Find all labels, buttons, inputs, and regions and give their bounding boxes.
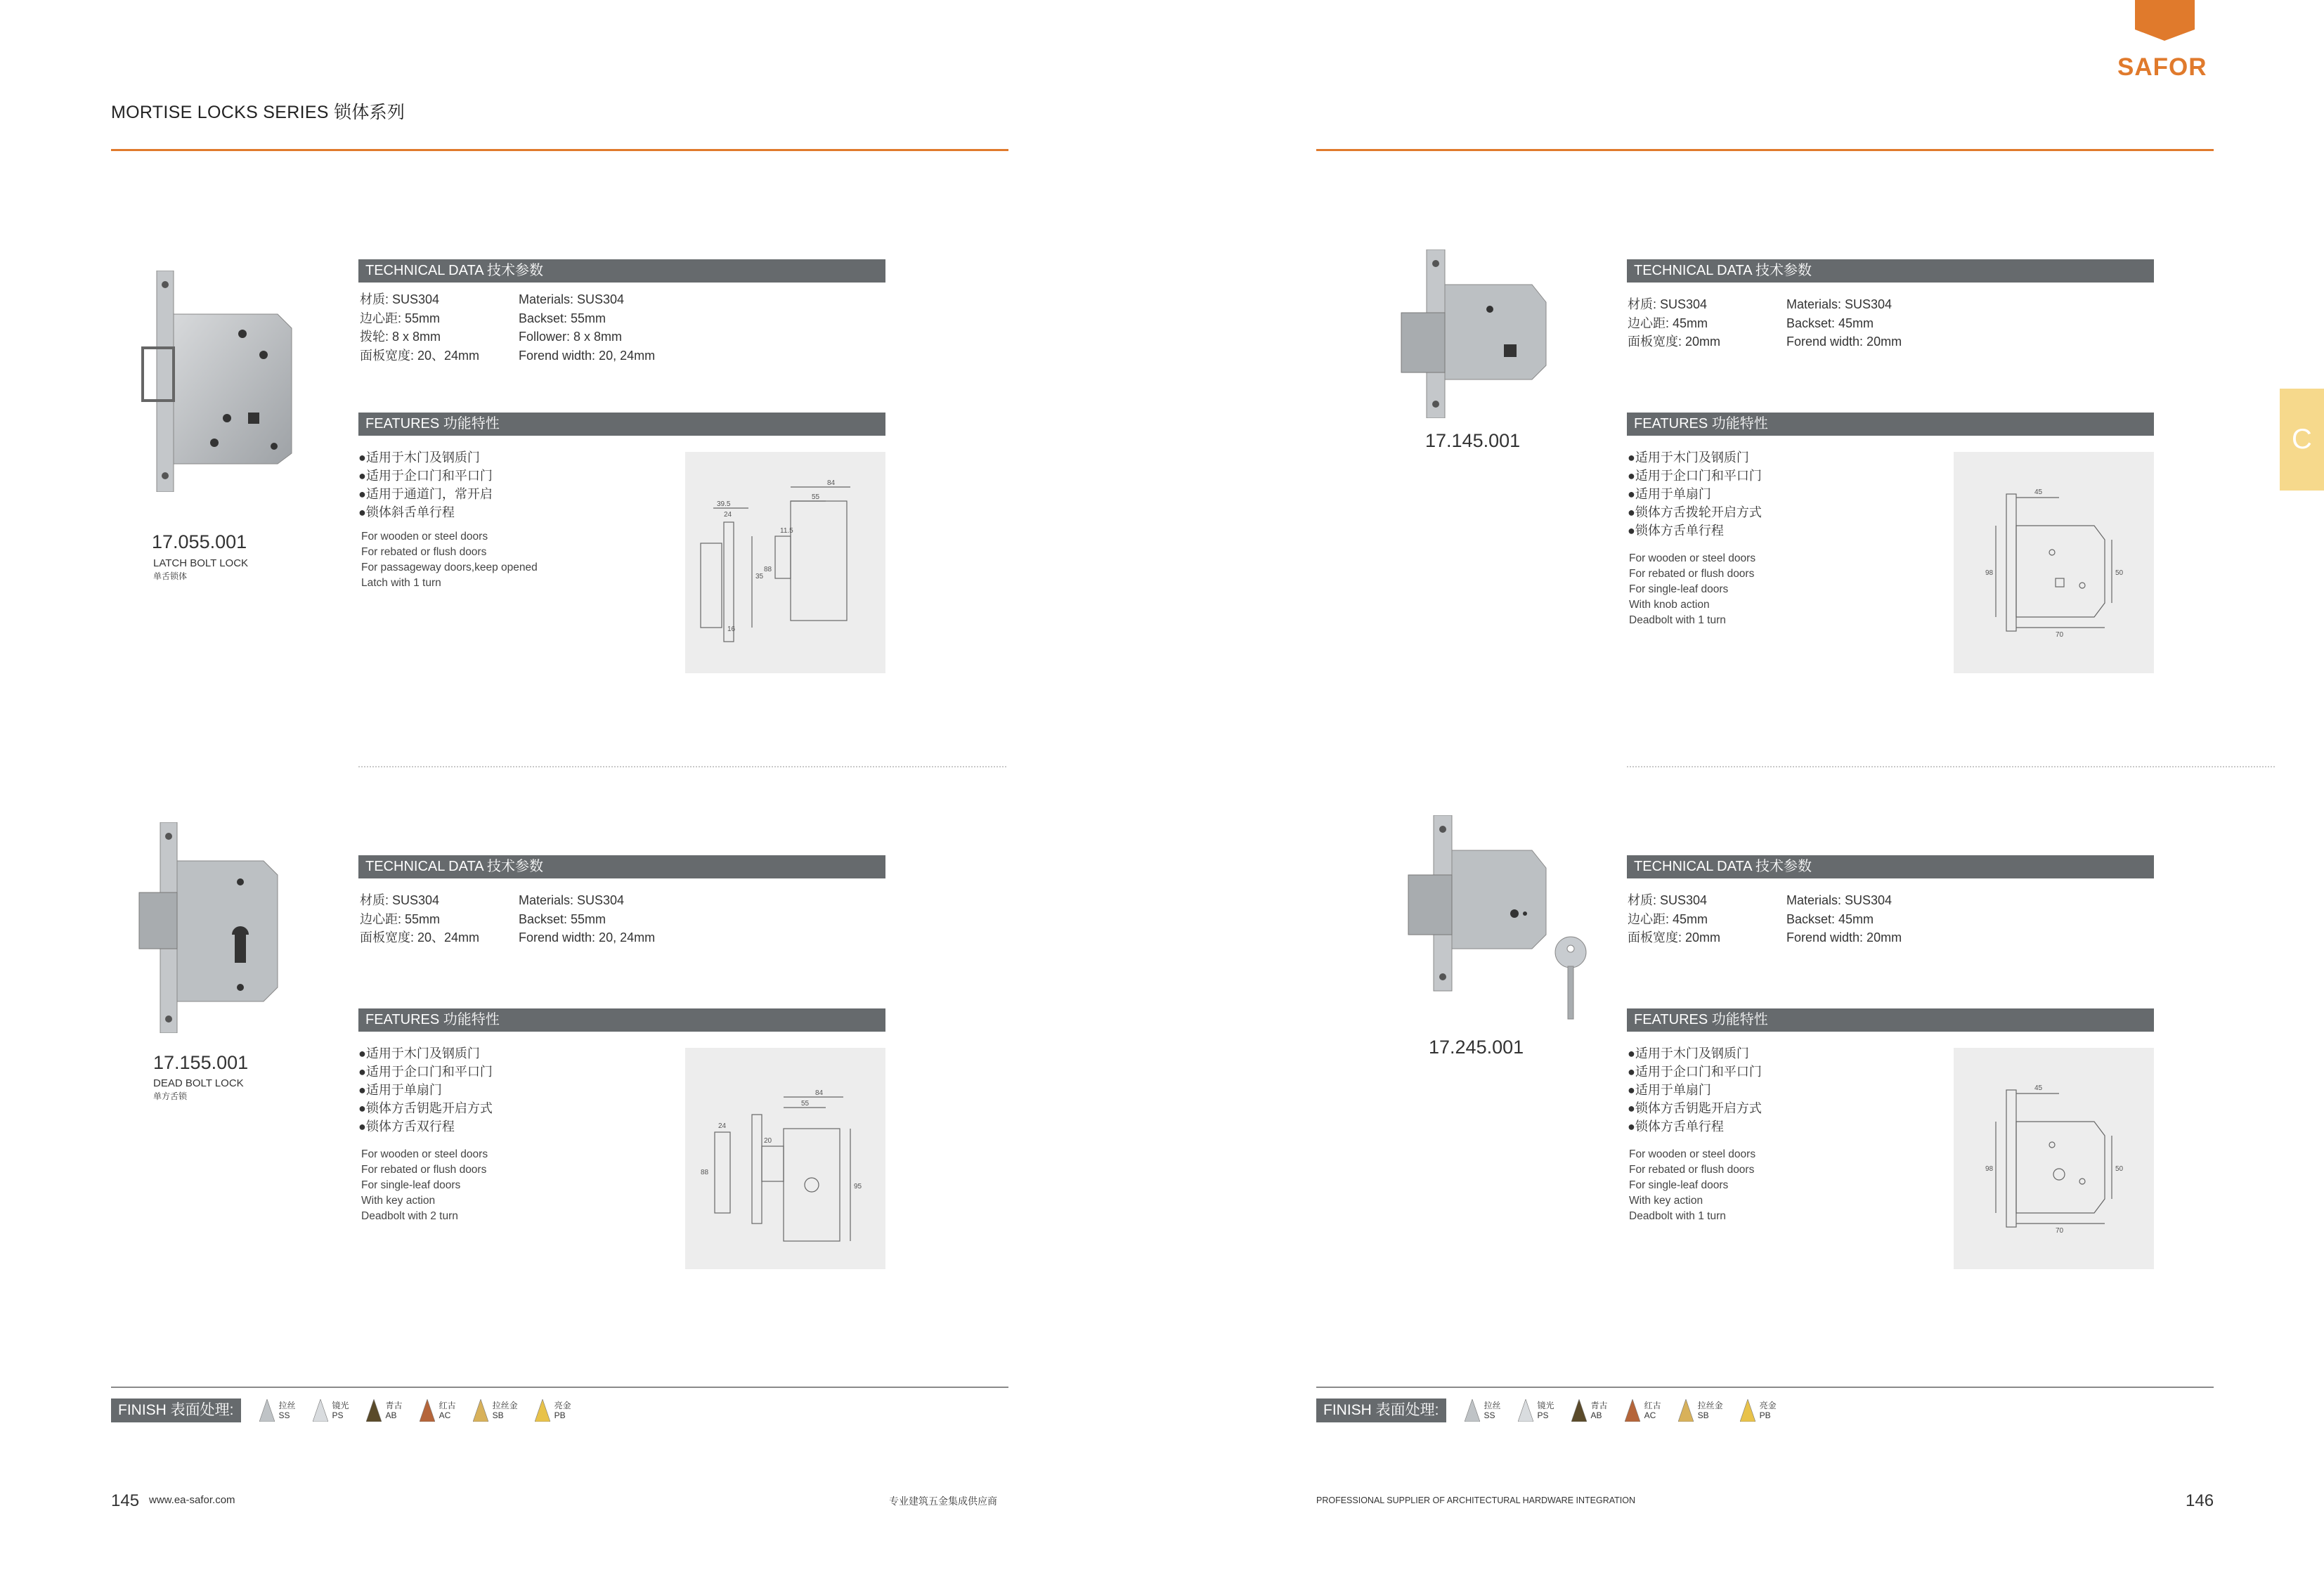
dimension-diagram bbox=[685, 452, 885, 673]
finish-swatch bbox=[1465, 1399, 1501, 1422]
finish-cone-icon bbox=[1625, 1399, 1640, 1422]
product-code: 17.155.001 bbox=[153, 1052, 249, 1073]
finish-cone-icon bbox=[313, 1399, 328, 1422]
finish-code: SS bbox=[1484, 1410, 1495, 1420]
spec-en: Forend width: 20mm bbox=[1786, 930, 1902, 945]
technical-data-header: TECHNICAL DATA 技术参数 bbox=[358, 855, 885, 878]
finish-code: AB bbox=[1590, 1410, 1602, 1420]
dim-label: 45 bbox=[2034, 1084, 2043, 1092]
finish-cone-icon bbox=[473, 1399, 488, 1422]
latch-bolt-lock-image bbox=[137, 271, 299, 492]
footer-note-en: PROFESSIONAL SUPPLIER OF ARCHITECTURAL HARDWARE INTEGRATION bbox=[1316, 1495, 1635, 1505]
feature-cn: ●锁体方舌钥匙开启方式 bbox=[358, 1101, 493, 1115]
spec-en: Forend width: 20, 24mm bbox=[519, 930, 656, 945]
feature-cn: ●锁体方舌单行程 bbox=[1628, 1120, 1724, 1134]
feature-en: For rebated or flush doors bbox=[1629, 568, 1755, 580]
dim-label: 55 bbox=[812, 493, 820, 501]
page-title: MORTISE LOCKS SERIES 锁体系列 bbox=[111, 103, 405, 122]
feature-en: Deadbolt with 1 turn bbox=[1629, 614, 1726, 626]
deadbolt-knob-lock-image bbox=[1398, 249, 1553, 418]
spec-en: Backset: 55mm bbox=[519, 911, 606, 926]
spec-en: Materials: SUS304 bbox=[519, 893, 625, 907]
spec-cn: 材质: SUS304 bbox=[360, 893, 440, 907]
spec-cn: 面板宽度: 20mm bbox=[1628, 930, 1721, 945]
spec-cn: 面板宽度: 20、24mm bbox=[360, 930, 480, 945]
finish-name-cn: 镜光 bbox=[332, 1401, 349, 1410]
finish-swatch bbox=[313, 1399, 349, 1422]
footer-rule-right bbox=[1316, 1387, 2214, 1388]
spec-en: Backset: 55mm bbox=[519, 311, 606, 325]
brand-logo: SAFOR bbox=[2117, 53, 2207, 81]
finish-swatch bbox=[1678, 1399, 1723, 1422]
dim-label: 84 bbox=[827, 479, 836, 487]
features-header: FEATURES 功能特性 bbox=[358, 413, 885, 436]
section-tab[interactable]: C bbox=[2280, 389, 2324, 491]
feature-en: Deadbolt with 2 turn bbox=[361, 1210, 458, 1222]
technical-data-header: TECHNICAL DATA 技术参数 bbox=[1627, 259, 2154, 283]
spec-en: Follower: 8 x 8mm bbox=[519, 330, 623, 344]
feature-cn: ●适用于木门及钢质门 bbox=[358, 450, 480, 465]
feature-cn: ●适用于单扇门 bbox=[1628, 487, 1711, 501]
spec-cn: 材质: SUS304 bbox=[1628, 297, 1708, 311]
dim-label: 70 bbox=[2056, 631, 2064, 639]
features-header: FEATURES 功能特性 bbox=[358, 1008, 885, 1032]
finish-code: SB bbox=[492, 1410, 504, 1420]
finish-swatch bbox=[420, 1399, 456, 1422]
feature-en: For single-leaf doors bbox=[1629, 1179, 1729, 1191]
finish-code: AC bbox=[439, 1410, 451, 1420]
feature-cn: ●适用于企口门和平口门 bbox=[358, 1065, 493, 1079]
dimension-diagram bbox=[1954, 1048, 2154, 1269]
finish-swatch bbox=[473, 1399, 518, 1422]
spec-en: Forend width: 20, 24mm bbox=[519, 348, 656, 363]
dim-label: 24 bbox=[718, 1122, 727, 1130]
spec-en: Forend width: 20mm bbox=[1786, 335, 1902, 349]
finish-swatch bbox=[1518, 1399, 1554, 1422]
finish-legend-right bbox=[1316, 1398, 1777, 1422]
feature-en: With key action bbox=[361, 1195, 436, 1207]
feature-cn: ●锁体方舌单行程 bbox=[1628, 524, 1724, 538]
finish-code: PB bbox=[1759, 1410, 1771, 1420]
finish-swatch bbox=[1740, 1399, 1777, 1422]
footer-rule-left bbox=[111, 1387, 1008, 1388]
finish-name-cn: 拉丝 bbox=[278, 1401, 296, 1410]
dimension-drawing bbox=[685, 1048, 885, 1269]
feature-en: For wooden or steel doors bbox=[1629, 552, 1756, 564]
spec-cn: 边心距: 45mm bbox=[1628, 911, 1708, 926]
dim-label: 24 bbox=[724, 511, 732, 519]
feature-en: For wooden or steel doors bbox=[361, 1148, 488, 1160]
finish-code: SS bbox=[278, 1410, 290, 1420]
finish-name-cn: 亮金 bbox=[554, 1401, 571, 1410]
dead-bolt-lock-image bbox=[134, 822, 285, 1033]
feature-en: Deadbolt with 1 turn bbox=[1629, 1210, 1726, 1222]
product-name-en: LATCH BOLT LOCK bbox=[153, 557, 249, 569]
section-divider bbox=[358, 766, 1006, 767]
finish-code: AB bbox=[385, 1410, 397, 1420]
finish-cone-icon bbox=[1571, 1399, 1587, 1422]
finish-name-cn: 拉丝 bbox=[1484, 1401, 1501, 1410]
finish-cone-icon bbox=[420, 1399, 435, 1422]
website-link[interactable]: www.ea-safor.com bbox=[149, 1494, 235, 1506]
finish-code: PS bbox=[332, 1410, 344, 1420]
dimension-drawing bbox=[1954, 1048, 2154, 1269]
spec-en: Materials: SUS304 bbox=[1786, 893, 1893, 907]
dim-label: 70 bbox=[2056, 1227, 2064, 1235]
finish-cone-icon bbox=[535, 1399, 550, 1422]
dim-label: 95 bbox=[854, 1183, 862, 1190]
finish-name-cn: 红古 bbox=[439, 1401, 456, 1410]
finish-name-cn: 亮金 bbox=[1759, 1401, 1777, 1410]
finish-swatch bbox=[259, 1399, 296, 1422]
finish-code: PS bbox=[1537, 1410, 1549, 1420]
spec-cn: 材质: SUS304 bbox=[360, 292, 440, 306]
product-code: 17.145.001 bbox=[1425, 430, 1521, 451]
finish-name-cn: 拉丝金 bbox=[492, 1401, 518, 1410]
feature-en: With knob action bbox=[1629, 599, 1710, 611]
feature-en: Latch with 1 turn bbox=[361, 577, 441, 589]
logo-shield-icon bbox=[2135, 0, 2195, 41]
dim-label: 11.5 bbox=[780, 527, 793, 535]
spec-en: Materials: SUS304 bbox=[1786, 297, 1893, 311]
finish-label: FINISH 表面处理: bbox=[111, 1398, 241, 1422]
spec-cn: 拨轮: 8 x 8mm bbox=[360, 330, 441, 344]
dim-label: 55 bbox=[801, 1100, 810, 1108]
finish-name-cn: 青古 bbox=[385, 1401, 403, 1410]
feature-cn: ●锁体方舌钥匙开启方式 bbox=[1628, 1101, 1762, 1115]
feature-cn: ●适用于木门及钢质门 bbox=[358, 1046, 480, 1060]
finish-name-cn: 拉丝金 bbox=[1697, 1401, 1723, 1410]
dim-label: 98 bbox=[1985, 569, 1994, 577]
finish-cone-icon bbox=[1518, 1399, 1533, 1422]
feature-en: For rebated or flush doors bbox=[1629, 1164, 1755, 1176]
dim-label: 84 bbox=[815, 1089, 824, 1097]
dim-label: 20 bbox=[764, 1137, 772, 1145]
footer-note-cn: 专业建筑五金集成供应商 bbox=[889, 1495, 997, 1507]
dimension-diagram bbox=[685, 1048, 885, 1269]
feature-en: For passageway doors,keep opened bbox=[361, 562, 538, 573]
finish-cone-icon bbox=[1740, 1399, 1755, 1422]
dim-label: 39.5 bbox=[717, 500, 731, 508]
page-number-left: 145 bbox=[111, 1491, 140, 1510]
spec-en: Materials: SUS304 bbox=[519, 292, 625, 306]
feature-en: For wooden or steel doors bbox=[1629, 1148, 1756, 1160]
dim-label: 98 bbox=[1985, 1165, 1994, 1173]
features-header: FEATURES 功能特性 bbox=[1627, 1008, 2154, 1032]
finish-cone-icon bbox=[1678, 1399, 1694, 1422]
feature-cn: ●适用于通道门，常开启 bbox=[358, 487, 493, 501]
dimension-drawing bbox=[1954, 452, 2154, 673]
spec-cn: 面板宽度: 20、24mm bbox=[360, 348, 480, 363]
finish-legend-left bbox=[111, 1398, 571, 1422]
finish-name-cn: 红古 bbox=[1644, 1401, 1661, 1410]
dim-label: 88 bbox=[764, 566, 772, 573]
dim-label: 50 bbox=[2115, 1165, 2124, 1173]
finish-name-cn: 镜光 bbox=[1537, 1401, 1554, 1410]
feature-en: For rebated or flush doors bbox=[361, 546, 487, 558]
finish-cone-icon bbox=[259, 1399, 275, 1422]
spec-en: Backset: 45mm bbox=[1786, 911, 1874, 926]
feature-en: For single-leaf doors bbox=[361, 1179, 461, 1191]
dimension-diagram bbox=[1954, 452, 2154, 673]
feature-en: For wooden or steel doors bbox=[361, 531, 488, 543]
feature-cn: ●适用于企口门和平口门 bbox=[1628, 1065, 1762, 1079]
spec-cn: 面板宽度: 20mm bbox=[1628, 335, 1721, 349]
finish-code: SB bbox=[1697, 1410, 1709, 1420]
feature-cn: ●适用于单扇门 bbox=[1628, 1083, 1711, 1097]
feature-en: For single-leaf doors bbox=[1629, 583, 1729, 595]
feature-cn: ●适用于木门及钢质门 bbox=[1628, 450, 1749, 465]
spec-cn: 材质: SUS304 bbox=[1628, 893, 1708, 907]
technical-data-header: TECHNICAL DATA 技术参数 bbox=[358, 259, 885, 283]
dim-label: 50 bbox=[2115, 569, 2124, 577]
deadbolt-key-lock-image bbox=[1398, 815, 1609, 1026]
spec-en: Backset: 45mm bbox=[1786, 316, 1874, 330]
spec-cn: 边心距: 55mm bbox=[360, 911, 441, 926]
dim-label: 88 bbox=[701, 1169, 709, 1176]
finish-swatch bbox=[366, 1399, 403, 1422]
finish-swatch bbox=[1625, 1399, 1661, 1422]
product-name-cn: 单舌锁体 bbox=[153, 571, 188, 581]
finish-code: PB bbox=[554, 1410, 566, 1420]
feature-cn: ●适用于企口门和平口门 bbox=[1628, 469, 1762, 483]
dim-label: 45 bbox=[2034, 488, 2043, 496]
finish-label: FINISH 表面处理: bbox=[1316, 1398, 1446, 1422]
finish-code: AC bbox=[1644, 1410, 1656, 1420]
feature-cn: ●锁体方舌拨轮开启方式 bbox=[1628, 505, 1762, 519]
header-rule-left bbox=[111, 149, 1008, 151]
dimension-drawing bbox=[685, 452, 885, 673]
spec-cn: 边心距: 45mm bbox=[1628, 316, 1708, 330]
feature-cn: ●锁体斜舌单行程 bbox=[358, 505, 455, 519]
finish-swatches bbox=[1465, 1399, 1777, 1422]
page-number-right: 146 bbox=[2186, 1491, 2214, 1510]
finish-swatch bbox=[1571, 1399, 1608, 1422]
technical-data-header: TECHNICAL DATA 技术参数 bbox=[1627, 855, 2154, 878]
product-code: 17.245.001 bbox=[1429, 1037, 1524, 1058]
product-name-cn: 单方舌锁 bbox=[153, 1091, 188, 1101]
spec-cn: 边心距: 55mm bbox=[360, 311, 441, 325]
feature-cn: ●适用于木门及钢质门 bbox=[1628, 1046, 1749, 1060]
header-rule-right bbox=[1316, 149, 2214, 151]
finish-cone-icon bbox=[366, 1399, 382, 1422]
finish-name-cn: 青古 bbox=[1590, 1401, 1608, 1410]
product-name-en: DEAD BOLT LOCK bbox=[153, 1077, 244, 1089]
section-divider bbox=[1627, 766, 2275, 767]
finish-cone-icon bbox=[1465, 1399, 1480, 1422]
finish-swatches bbox=[259, 1399, 571, 1422]
dim-label: 16 bbox=[727, 625, 736, 633]
finish-swatch bbox=[535, 1399, 571, 1422]
feature-cn: ●适用于单扇门 bbox=[358, 1083, 442, 1097]
product-code: 17.055.001 bbox=[152, 531, 247, 552]
dim-label: 35 bbox=[755, 573, 764, 580]
feature-cn: ●适用于企口门和平口门 bbox=[358, 469, 493, 483]
feature-en: For rebated or flush doors bbox=[361, 1164, 487, 1176]
features-header: FEATURES 功能特性 bbox=[1627, 413, 2154, 436]
feature-en: With key action bbox=[1629, 1195, 1703, 1207]
feature-cn: ●锁体方舌双行程 bbox=[358, 1120, 455, 1134]
